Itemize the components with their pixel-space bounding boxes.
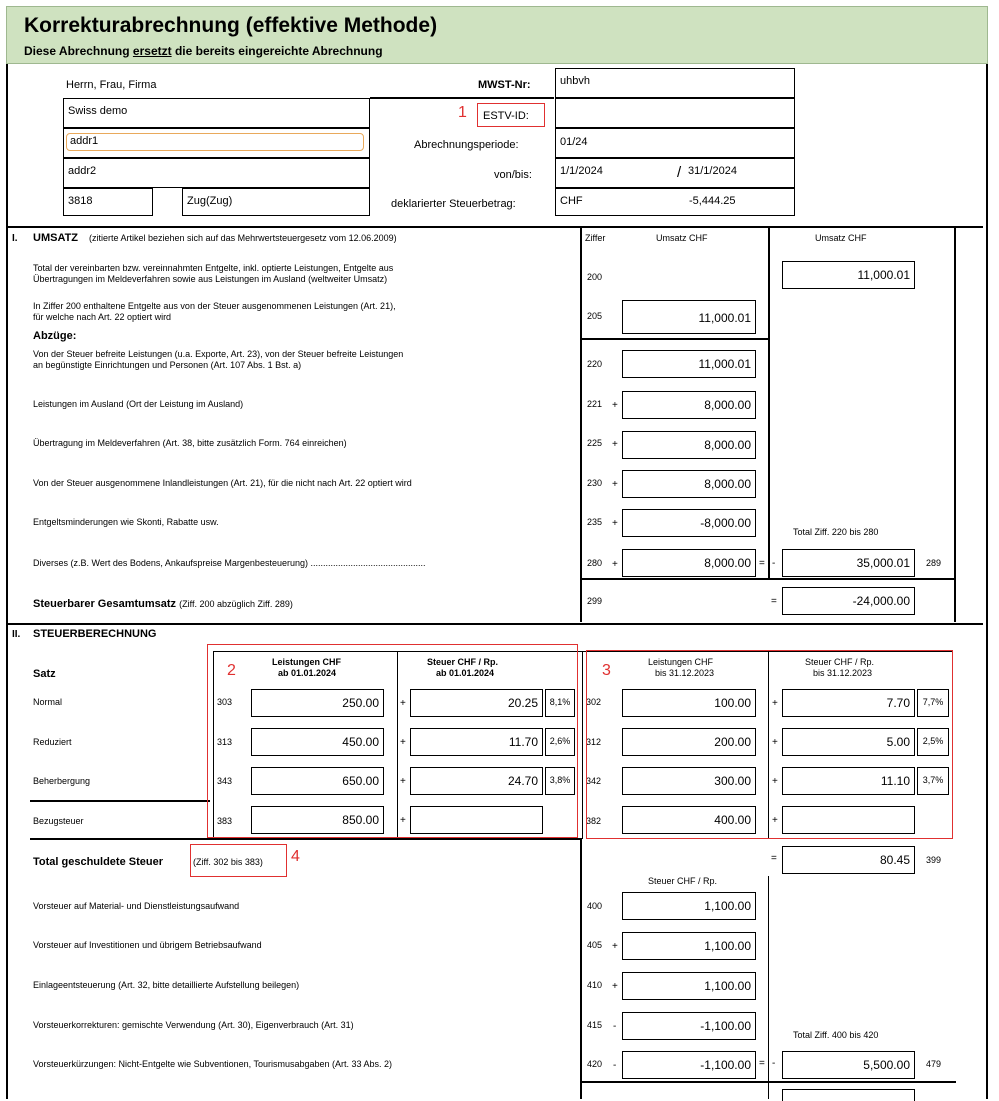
rate-row-code-old: 312 (586, 737, 602, 747)
rate-row-l-new[interactable]: 850.00 (251, 806, 384, 834)
rate-row-s-old[interactable]: 7.70 (782, 689, 915, 717)
r225-text: Übertragung im Meldeverfahren (Art. 38, bitte zusätzlich Form. 764 einreichen) (33, 438, 347, 448)
bis-separator: / (677, 164, 682, 181)
r420-text: Vorsteuerkürzungen: Nicht-Entgelte wie Subventionen, Tourismusabgaben (Art. 33 Abs. 2) (33, 1059, 393, 1069)
estv-field[interactable] (555, 98, 795, 128)
rate-row-code-old: 302 (586, 697, 602, 707)
vst-col-divider (768, 876, 769, 1099)
form-title: Korrekturabrechnung (effektive Methode) (24, 14, 438, 37)
rate-row-code-old: 382 (586, 816, 602, 826)
estv-label: ESTV-ID: (483, 110, 529, 122)
r220-code: 220 (587, 359, 603, 369)
rate-row-plus: + (772, 737, 778, 748)
r221-plus: + (612, 400, 618, 411)
col-umsatz-2: Umsatz CHF (815, 233, 867, 243)
rate-row-l-new[interactable]: 650.00 (251, 767, 384, 795)
address-addr1-input[interactable]: addr1 (66, 133, 364, 151)
rate-row-plus: + (772, 815, 778, 826)
outer-left-border (6, 64, 8, 1099)
r289-code: 289 (926, 558, 942, 568)
rate-row-code-old: 342 (586, 776, 602, 786)
col-l-new-2: ab 01.01.2024 (278, 668, 337, 678)
period-label: Abrechnungsperiode: (414, 139, 519, 151)
rate-row-l-old[interactable]: 300.00 (622, 767, 756, 795)
r205-value[interactable]: 11,000.01 (622, 300, 756, 334)
r420-equals: = (759, 1058, 765, 1069)
next-row-box[interactable] (782, 1089, 915, 1101)
r420-code: 420 (587, 1059, 603, 1069)
rate-row-plus: + (772, 776, 778, 787)
r420-bottom-line (580, 1081, 956, 1083)
rate-row-pct-new: 2,6% (545, 728, 575, 756)
annotation-box-1 (477, 103, 545, 127)
rate-row-plus: + (400, 698, 406, 709)
section-1-top-border (6, 226, 983, 228)
r299-code: 299 (587, 596, 603, 606)
r235-code: 235 (587, 517, 603, 527)
section-2-num: II. (12, 629, 21, 640)
rate-row-pct-old: 3,7% (917, 767, 949, 795)
rate-row-l-old[interactable]: 400.00 (622, 806, 756, 834)
address-name-field[interactable]: Swiss demo (63, 98, 370, 128)
r235-text: Entgeltsminderungen wie Skonti, Rabatte usw. (33, 517, 219, 527)
r405-plus: + (612, 941, 618, 952)
rate-row-pct-new: 8,1% (545, 689, 575, 717)
ziffer-col-left-border (580, 226, 582, 622)
bezugsteuer-top-line (30, 800, 210, 802)
r415-value[interactable]: -1,100.00 (622, 1012, 756, 1040)
abzuege-divider (580, 338, 770, 340)
declared-field[interactable] (555, 188, 795, 216)
r280-code: 280 (587, 558, 603, 568)
rate-row-l-old[interactable]: 200.00 (622, 728, 756, 756)
umsatz-col-divider-2 (768, 339, 770, 579)
mwst-label: MWST-Nr: (478, 79, 531, 91)
r280-plus: + (612, 559, 618, 570)
rate-table-bottom (30, 838, 582, 840)
r479-value[interactable]: 5,500.00 (782, 1051, 915, 1079)
outer-right-border (986, 64, 988, 1099)
total-tax-note: (Ziff. 302 bis 383) (193, 857, 263, 867)
annotation-number-2: 2 (227, 662, 236, 679)
rate-row-label-normal: Normal (33, 697, 63, 707)
col-s-old-1: Steuer CHF / Rp. (805, 657, 875, 667)
col-s-old-2: bis 31.12.2023 (813, 668, 873, 678)
r289-minus: - (772, 558, 776, 569)
r230-plus: + (612, 479, 618, 490)
right-box-border (954, 226, 956, 622)
total-220-280-label: Total Ziff. 220 bis 280 (793, 527, 879, 537)
r410-plus: + (612, 981, 618, 992)
r415-minus: - (613, 1021, 617, 1032)
address-zip-field[interactable]: 3818 (63, 188, 153, 216)
r200-code: 200 (587, 272, 603, 282)
vonbis-field[interactable] (555, 158, 795, 188)
r280-value[interactable]: 8,000.00 (622, 549, 756, 577)
annotation-number-4: 4 (291, 848, 300, 865)
von-value[interactable]: 1/1/2024 (560, 165, 603, 177)
r280-bottom-line (580, 578, 956, 580)
period-field[interactable]: 01/24 (555, 128, 795, 158)
total-tax-label: Total geschuldete Steuer (33, 856, 163, 868)
r420-value[interactable]: -1,100.00 (622, 1051, 756, 1079)
address-addr2-field[interactable]: addr2 (63, 158, 370, 188)
r205-code: 205 (587, 311, 603, 321)
rate-row-plus: + (400, 815, 406, 826)
r299-value[interactable]: -24,000.00 (782, 587, 915, 615)
r289-value[interactable]: 35,000.01 (782, 549, 915, 577)
r400-code: 400 (587, 901, 603, 911)
annotation-box-2 (207, 644, 578, 838)
r410-value[interactable]: 1,100.00 (622, 972, 756, 1000)
annotation-number-1: 1 (458, 104, 467, 121)
r230-code: 230 (587, 478, 603, 488)
r405-value[interactable]: 1,100.00 (622, 932, 756, 960)
rate-row-plus: + (400, 737, 406, 748)
rate-row-plus: + (400, 776, 406, 787)
rate-row-label-reduziert: Reduziert (33, 737, 72, 747)
rate-row-plus: + (772, 698, 778, 709)
r220-text-2: an begünstigte Einrichtungen und Personen (Art. 107 Abs. 1 Bst. a) (33, 360, 302, 370)
r221-value[interactable]: 8,000.00 (622, 391, 756, 419)
r205-text-1: In Ziffer 200 enthaltene Entgelte aus von der Steuer ausgenommenen Leistungen (Art. 21), (33, 301, 396, 311)
abzuege-label: Abzüge: (33, 330, 77, 342)
r405-text: Vorsteuer auf Investitionen und übrigem Betriebsaufwand (33, 940, 262, 950)
annotation-number-3: 3 (602, 662, 611, 679)
rate-row-l-new[interactable]: 450.00 (251, 728, 384, 756)
annotation-box-4 (190, 844, 287, 877)
r230-text: Von der Steuer ausgenommene Inlandleistungen (Art. 21), für die nicht nach Art. 22 optiert wird (33, 478, 412, 488)
rate-row-l-old[interactable]: 100.00 (622, 689, 756, 717)
rate-row-label-bezugsteuer: Bezugsteuer (33, 816, 84, 826)
rate-row-s-new[interactable]: 24.70 (410, 767, 543, 795)
col-l-old-2: bis 31.12.2023 (655, 668, 715, 678)
r235-value[interactable]: -8,000.00 (622, 509, 756, 537)
rate-row-s-new[interactable]: 11.70 (410, 728, 543, 756)
r479-code: 479 (926, 1059, 942, 1069)
declared-value: -5,444.25 (689, 195, 736, 207)
r221-code: 221 (587, 399, 603, 409)
col-l-new-1: Leistungen CHF (272, 657, 341, 667)
rate-row-s-old[interactable]: 5.00 (782, 728, 915, 756)
r400-text: Vorsteuer auf Material- und Dienstleistungsaufwand (33, 901, 240, 911)
r299-label: Steuerbarer Gesamtumsatz (Ziff. 200 abzüglich Ziff. 289) (33, 598, 293, 610)
col-vst: Steuer CHF / Rp. (648, 876, 718, 886)
address-top-line (370, 97, 554, 99)
total-tax-equals: = (771, 853, 777, 864)
rate-row-l-new[interactable]: 250.00 (251, 689, 384, 717)
r415-code: 415 (587, 1020, 603, 1030)
section-1-num: I. (12, 233, 18, 244)
r410-text: Einlageentsteuerung (Art. 32, bitte detaillierte Aufstellung beilegen) (33, 980, 300, 990)
mwst-field[interactable]: uhbvh (555, 68, 795, 98)
rate-row-pct-new: 3,8% (545, 767, 575, 795)
r415-text: Vorsteuerkorrekturen: gemischte Verwendung (Art. 30), Eigenverbrauch (Art. 31) (33, 1020, 354, 1030)
section-2-title: STEUERBERECHNUNG (33, 628, 157, 640)
col-ziffer: Ziffer (585, 233, 606, 243)
r225-value[interactable]: 8,000.00 (622, 431, 756, 459)
r220-value[interactable]: 11,000.01 (622, 350, 756, 378)
r200-value[interactable]: 11,000.01 (782, 261, 915, 289)
r405-code: 405 (587, 940, 603, 950)
r420-minus: - (613, 1060, 617, 1071)
rate-row-pct-old: 2,5% (917, 728, 949, 756)
r280-text: Diverses (z.B. Wert des Bodens, Ankaufspreise Margenbesteuerung) .............................................. (33, 558, 426, 568)
total-400-420-label: Total Ziff. 400 bis 420 (793, 1030, 879, 1040)
rate-col-old-l (582, 651, 583, 839)
r221-text: Leistungen im Ausland (Ort der Leistung im Ausland) (33, 399, 244, 409)
total-tax-code: 399 (926, 855, 942, 865)
r225-code: 225 (587, 438, 603, 448)
address-city-field[interactable]: Zug(Zug) (182, 188, 370, 216)
annotation-box-3 (586, 650, 953, 839)
rate-row-s-new[interactable]: 20.25 (410, 689, 543, 717)
rate-row-pct-old: 7,7% (917, 689, 949, 717)
vst-col-left (580, 838, 582, 1099)
umsatz-col-divider (768, 226, 770, 339)
section-1-title: UMSATZ (33, 232, 79, 244)
bis-value[interactable]: 31/1/2024 (688, 165, 737, 177)
r200-text-2: Übertragungen im Meldeverfahren sowie aus Leistungen im Ausland (weltweiter Umsatz) (33, 274, 388, 284)
r225-plus: + (612, 439, 618, 450)
r479-minus: - (772, 1058, 776, 1069)
section-2-top-border (6, 623, 983, 625)
form-subtitle: Diese Abrechnung ersetzt die bereits eingereichte Abrechnung (24, 44, 383, 58)
rate-row-s-old[interactable]: 11.10 (782, 767, 915, 795)
r235-plus: + (612, 518, 618, 529)
r410-code: 410 (587, 980, 603, 990)
total-tax-value[interactable]: 80.45 (782, 846, 915, 874)
col-l-old-1: Leistungen CHF (648, 657, 714, 667)
col-s-new-2: ab 01.01.2024 (436, 668, 495, 678)
r400-value[interactable]: 1,100.00 (622, 892, 756, 920)
rate-row-code-new: 303 (217, 697, 233, 707)
vonbis-label: von/bis: (494, 169, 532, 181)
declared-label: deklarierter Steuerbetrag: (391, 198, 516, 210)
declared-currency: CHF (560, 195, 583, 207)
col-umsatz-1: Umsatz CHF (656, 233, 708, 243)
r205-text-2: für welche nach Art. 22 optiert wird (33, 312, 172, 322)
rate-row-code-new: 383 (217, 816, 233, 826)
r230-value[interactable]: 8,000.00 (622, 470, 756, 498)
r299-equals: = (771, 596, 777, 607)
r220-text-1: Von der Steuer befreite Leistungen (u.a. Exporte, Art. 23), von der Steuer befreite Leistungen (33, 349, 404, 359)
r280-equals: = (759, 558, 765, 569)
col-s-new-1: Steuer CHF / Rp. (427, 657, 499, 667)
section-1-note: (zitierte Artikel beziehen sich auf das Mehrwertsteuergesetz vom 12.06.2009) (89, 233, 397, 243)
rate-row-code-new: 313 (217, 737, 233, 747)
rate-row-code-new: 343 (217, 776, 233, 786)
satz-label: Satz (33, 668, 56, 680)
r200-text-1: Total der vereinbarten bzw. vereinnahmten Entgelte, inkl. optierte Leistungen, Entgelte aus (33, 263, 394, 273)
address-label: Herrn, Frau, Firma (66, 79, 157, 91)
rate-row-label-beherbergung: Beherbergung (33, 776, 91, 786)
